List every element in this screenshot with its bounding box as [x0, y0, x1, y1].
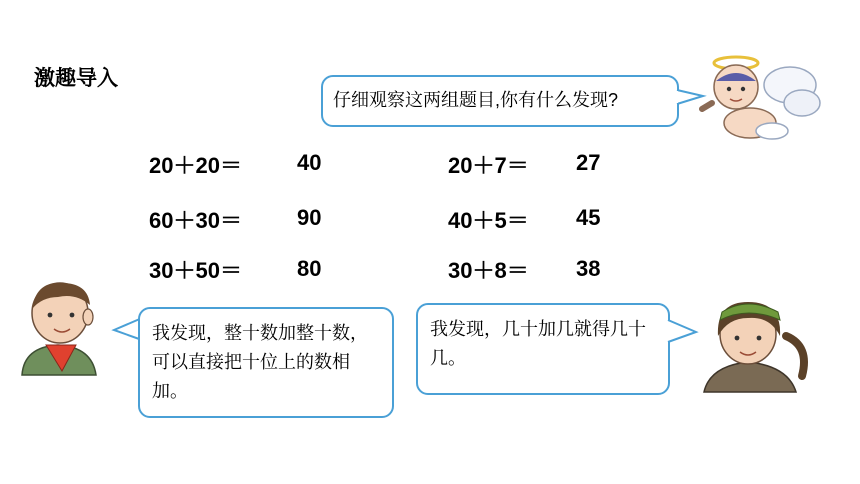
left-answer-1: 40 — [297, 150, 322, 175]
girl-speech-bubble — [416, 303, 670, 395]
boy-icon — [6, 275, 116, 375]
boy-speech-text: 我发现，整十数加整十数，可以直接把十位上的数相加。 — [152, 323, 368, 401]
section-title: 激趣导入 — [34, 67, 118, 90]
right-equation-2: 40＋5＝ — [448, 208, 529, 233]
angel-icon — [690, 45, 830, 155]
left-equation-1: 20＋20＝ — [149, 153, 242, 178]
angel-speech-bubble — [321, 75, 679, 127]
right-equation-1: 20＋7＝ — [448, 153, 529, 178]
right-answer-3: 38 — [576, 256, 601, 281]
left-equation-3: 30＋50＝ — [149, 258, 242, 283]
girl-icon — [690, 296, 820, 392]
left-answer-3: 80 — [297, 256, 322, 281]
right-equation-3: 30＋8＝ — [448, 258, 529, 283]
right-answer-2: 45 — [576, 205, 601, 230]
left-answer-2: 90 — [297, 205, 322, 230]
girl-speech-text: 我发现，几十加几就得几十几。 — [430, 319, 646, 368]
angel-speech-text: 仔细观察这两组题目,你有什么发现? — [333, 90, 619, 110]
left-equation-2: 60＋30＝ — [149, 208, 242, 233]
right-answer-1: 27 — [576, 150, 601, 175]
boy-speech-bubble — [138, 307, 394, 418]
